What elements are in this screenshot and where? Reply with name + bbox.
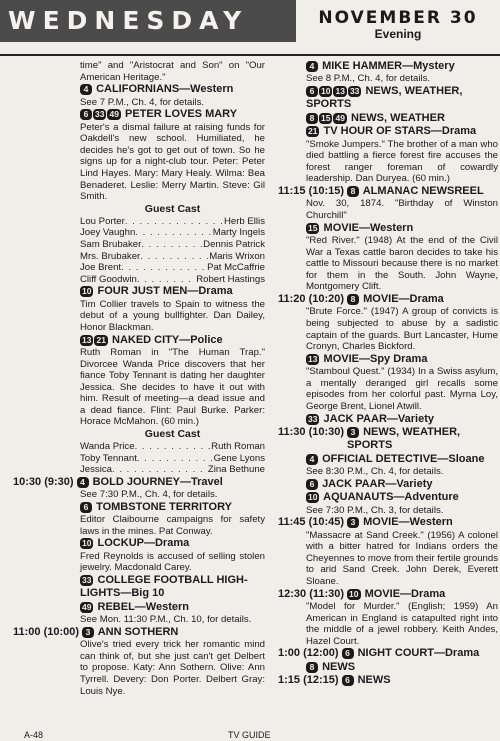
program-name: MIKE HAMMER—Mystery bbox=[322, 60, 455, 72]
leader-dots bbox=[141, 239, 203, 251]
channel-badge: 13 bbox=[308, 353, 318, 364]
character-name: Lou Porter bbox=[80, 215, 125, 227]
program-row bbox=[13, 108, 265, 121]
channel-badge: 10 bbox=[349, 588, 359, 599]
program-name: JACK PAAR—Variety bbox=[323, 412, 434, 425]
leader-dots bbox=[125, 216, 224, 228]
actor-name: Marty Ingels bbox=[212, 227, 265, 239]
time-slot: 1:15 (12:15) bbox=[278, 674, 339, 687]
program-name: MOVIE—Drama bbox=[363, 292, 444, 305]
channel-badge: 21 bbox=[96, 334, 106, 345]
channel-badge: 33 bbox=[95, 109, 105, 120]
leader-dots bbox=[137, 453, 214, 465]
channel-badge: 6 bbox=[306, 479, 318, 490]
program-title bbox=[306, 112, 498, 125]
channel-badge: 33 bbox=[82, 575, 92, 586]
program-name: BOLD JOURNEY—Travel bbox=[92, 475, 223, 488]
program-name: NAKED CITY—Police bbox=[112, 333, 223, 346]
program-name: PETER LOVES MARY bbox=[125, 108, 238, 121]
time-slot-row bbox=[278, 647, 498, 660]
actor-name: Robert Hastings bbox=[196, 273, 265, 285]
program-description: Ruth Roman in "The Human Trap." Divorcee Wanda Price discovers that her fiance Toby Tennant is dating her daughter Jessica. She decides to have it out with him. Result of meeting—a dead issue and a dead fiance. Flint: Paul Burke. Parker: Horace McMahon. (60 min.) bbox=[80, 346, 265, 428]
guest-cast-heading: Guest Cast bbox=[144, 202, 201, 215]
channel-badge: 6 bbox=[80, 502, 92, 513]
program-description: time" and "Aristocrat and Son" on "Our American Heritage." bbox=[80, 60, 265, 83]
character-name: Mrs. Brubaker bbox=[80, 250, 141, 262]
time-slot-row bbox=[13, 476, 265, 489]
program-row bbox=[278, 661, 498, 674]
character-name: Cliff Goodwin bbox=[80, 273, 137, 285]
time-slot: 11:00 (10:00) bbox=[13, 625, 80, 638]
program-name: NEWS bbox=[322, 660, 356, 673]
program-row bbox=[13, 501, 265, 514]
program-description: "Massacre at Sand Creek." (1956) A colonel with a bitter hatred for Indians orders the Cheyennes to move from their fertile grounds to arid Sand Creek. John Derek, Everett Sloane. bbox=[306, 529, 498, 587]
program-row bbox=[278, 222, 498, 235]
leader-dots bbox=[140, 251, 209, 263]
program-title bbox=[342, 647, 480, 660]
program-description: Tim Collier travels to Spain to witness the debut of a young bullfighter. Dan Dailey, Honor Blackman. bbox=[80, 298, 265, 333]
program-name: NIGHT COURT—Drama bbox=[357, 647, 480, 660]
time-slot: 11:45 (10:45) bbox=[278, 516, 345, 529]
program-row bbox=[278, 491, 498, 504]
program-title bbox=[347, 426, 498, 453]
time-slot: 11:30 (10:30) bbox=[278, 425, 345, 438]
program-description: See 7:30 P.M., Ch. 4, for details. bbox=[80, 489, 218, 501]
leader-dots bbox=[112, 464, 208, 476]
channel-badge: 8 bbox=[347, 186, 359, 197]
program-title bbox=[306, 413, 498, 426]
program-name: MOVIE—Western bbox=[363, 516, 453, 529]
time-slot: 11:20 (10:20) bbox=[278, 292, 345, 305]
time-slot-row bbox=[278, 588, 498, 601]
character-name: Toby Tennant bbox=[80, 452, 137, 464]
time-slot-row bbox=[13, 626, 265, 639]
program-name: MOVIE—Western bbox=[323, 221, 414, 234]
program-title bbox=[306, 353, 498, 366]
program-name: ANN SOTHERN bbox=[97, 625, 179, 638]
actor-name: Dennis Patrick bbox=[203, 238, 265, 250]
program-description: Fred Reynolds is accused of selling stolen jewelry. Macdonald Carey. bbox=[80, 550, 265, 574]
time-slot: 10:30 (9:30) bbox=[13, 475, 74, 488]
channel-badge: 8 bbox=[306, 662, 318, 673]
channel-badge: 10 bbox=[321, 86, 331, 96]
time-slot-row bbox=[278, 674, 498, 687]
cast-row bbox=[13, 216, 265, 228]
actor-name: Pat McCaffrie bbox=[207, 262, 265, 274]
program-name: NEWS, WEATHER bbox=[351, 111, 445, 124]
program-row bbox=[278, 125, 498, 138]
program-title bbox=[306, 60, 498, 73]
actor-name: Ruth Roman bbox=[211, 441, 265, 453]
program-name: AQUANAUTS—Adventure bbox=[323, 491, 459, 504]
right-column bbox=[278, 60, 498, 688]
time-slot-row bbox=[278, 185, 498, 198]
time-slot: 12:30 (11:30) bbox=[278, 587, 345, 600]
program-title bbox=[306, 478, 498, 491]
character-name: Sam Brubaker bbox=[80, 238, 142, 250]
program-name: TV HOUR OF STARS—Drama bbox=[323, 125, 477, 138]
leader-dots bbox=[137, 274, 196, 286]
program-name: NEWS, WEATHER, SPORTS bbox=[306, 85, 463, 111]
program-title bbox=[306, 491, 498, 504]
channel-badge: 6 bbox=[80, 109, 92, 120]
leader-dots bbox=[121, 262, 207, 274]
program-description: "Smoke Jumpers." The brother of a man who died battling a fierce forest fire accuses the forest ranger foreman of cowardly leadership. Dan Duryea. (60 min.) bbox=[306, 138, 498, 185]
program-row bbox=[278, 453, 498, 466]
left-column bbox=[13, 60, 265, 697]
program-description: "Model for Murder." (English; 1959) An American in England is catapulted right into the middle of a jewel robbery. Keith Andes, Hazel Court. bbox=[306, 600, 498, 647]
program-name: CALIFORNIANS—Western bbox=[96, 83, 234, 96]
program-title bbox=[347, 516, 453, 529]
character-name: Joey Vaughn bbox=[80, 227, 136, 239]
program-title bbox=[306, 661, 498, 674]
program-row bbox=[278, 478, 498, 491]
channel-badge: 21 bbox=[308, 126, 318, 137]
program-name: FOUR JUST MEN—Drama bbox=[97, 285, 233, 298]
program-name: NEWS, WEATHER, SPORTS bbox=[347, 425, 461, 452]
program-title bbox=[80, 108, 265, 121]
program-row bbox=[278, 112, 498, 125]
program-title bbox=[306, 453, 498, 466]
program-name: JACK PAAR—Variety bbox=[322, 477, 433, 490]
program-description: See 8 P.M., Ch. 4, for details. bbox=[306, 73, 431, 85]
program-title bbox=[347, 588, 445, 601]
program-description: See 8:30 P.M., Ch. 4, for details. bbox=[306, 466, 444, 478]
channel-badge: 4 bbox=[80, 84, 92, 95]
program-name: LOCKUP—Drama bbox=[97, 537, 190, 550]
program-name: MOVIE—Spy Drama bbox=[323, 352, 428, 365]
cast-row bbox=[13, 453, 265, 465]
guest-cast-heading: Guest Cast bbox=[144, 428, 201, 441]
program-title bbox=[80, 285, 265, 298]
time-of-day: Evening bbox=[374, 27, 422, 41]
program-title bbox=[82, 626, 178, 639]
channel-badge: 10 bbox=[82, 538, 92, 549]
program-row bbox=[13, 537, 265, 550]
page-number: A-48 bbox=[24, 730, 44, 740]
program-row bbox=[278, 353, 498, 366]
program-row bbox=[13, 83, 265, 96]
program-title bbox=[80, 83, 265, 96]
actor-name: Gene Lyons bbox=[213, 452, 265, 464]
program-title bbox=[306, 125, 498, 138]
program-description: "Stamboul Quest." (1934) In a Swiss asylum, a mentally deranged girl recalls some episodes from her colorful past. Myrna Loy, George Brent, Lionel Atwill. bbox=[306, 366, 498, 412]
channel-badge: 4 bbox=[306, 61, 318, 72]
actor-name: Herb Ellis bbox=[223, 215, 265, 227]
program-title bbox=[80, 601, 265, 614]
program-name: REBEL—Western bbox=[97, 600, 190, 613]
program-title bbox=[306, 85, 498, 112]
page-header bbox=[0, 0, 500, 56]
cast-row bbox=[13, 251, 265, 263]
channel-badge: 6 bbox=[342, 648, 354, 659]
actor-name: Maris Wrixon bbox=[209, 250, 265, 262]
program-title bbox=[80, 501, 265, 514]
program-description: "Red River." (1948) At the end of the Civil War a Texas cattle baron decides to take his cattle to Missouri because there is no market for them in the South. John Wayne, Montgomery Clift. bbox=[306, 235, 498, 293]
magazine-name: TV GUIDE bbox=[228, 730, 271, 740]
time-slot-row bbox=[278, 293, 498, 306]
character-name: Jessica bbox=[80, 464, 112, 476]
character-name: Wanda Price bbox=[80, 441, 135, 453]
program-title bbox=[80, 574, 265, 601]
channel-badge: 6 bbox=[306, 86, 318, 97]
program-description: See 7:30 P.M., Ch. 3, for details. bbox=[306, 504, 444, 516]
channel-badge: 3 bbox=[347, 517, 359, 528]
program-name: OFFICIAL DETECTIVE—Sloane bbox=[322, 452, 485, 465]
channel-badge: 6 bbox=[342, 675, 354, 686]
character-name: Joe Brent bbox=[80, 262, 122, 274]
channel-badge: 13 bbox=[82, 334, 92, 345]
cast-row bbox=[13, 464, 265, 476]
channel-badge: 15 bbox=[321, 112, 331, 123]
time-slot-row bbox=[278, 516, 498, 529]
program-description: See Mon. 11:30 P.M., Ch. 10, for details. bbox=[80, 614, 252, 626]
channel-badge: 4 bbox=[77, 477, 89, 488]
program-title bbox=[77, 476, 223, 489]
channel-badge: 3 bbox=[82, 627, 94, 638]
program-row bbox=[13, 574, 265, 601]
program-name: MOVIE—Drama bbox=[364, 587, 446, 600]
day-banner: WEDNESDAY bbox=[0, 0, 296, 42]
channel-badge: 8 bbox=[347, 294, 359, 305]
program-description: See 7 P.M., Ch. 4, for details. bbox=[80, 96, 205, 108]
program-name: NEWS bbox=[357, 674, 391, 687]
cast-row bbox=[13, 227, 265, 239]
program-row bbox=[278, 413, 498, 426]
time-slot: 1:00 (12:00) bbox=[278, 647, 339, 660]
channel-badge: 33 bbox=[308, 413, 318, 424]
program-title bbox=[306, 222, 498, 235]
channel-badge: 15 bbox=[308, 222, 318, 233]
program-row bbox=[278, 60, 498, 73]
program-description: Nov. 30, 1874. "Birthday of Winston Churchill" bbox=[306, 198, 498, 221]
program-name: ALMANAC NEWSREEL bbox=[362, 185, 484, 197]
cast-row bbox=[13, 239, 265, 251]
program-name: COLLEGE FOOTBALL HIGH-LIGHTS—Big 10 bbox=[80, 574, 248, 600]
program-row bbox=[278, 85, 498, 112]
channel-badge: 13 bbox=[335, 86, 345, 96]
program-description: Editor Claibourne campaigns for safety laws in the mines. Pat Conway. bbox=[80, 514, 265, 537]
program-title bbox=[80, 537, 265, 550]
channel-badge: 49 bbox=[109, 109, 119, 120]
time-slot-row bbox=[278, 426, 498, 453]
leader-dots bbox=[135, 227, 212, 239]
cast-row bbox=[13, 262, 265, 274]
program-title bbox=[80, 334, 265, 347]
program-row bbox=[13, 601, 265, 614]
leader-dots bbox=[135, 441, 212, 453]
program-name: TOMBSTONE TERRITORY bbox=[96, 500, 232, 513]
time-slot: 11:15 (10:15) bbox=[278, 185, 345, 197]
program-row bbox=[13, 285, 265, 298]
channel-badge: 4 bbox=[306, 454, 318, 465]
date-heading: NOVEMBER 30 bbox=[318, 8, 478, 28]
program-row bbox=[13, 334, 265, 347]
program-title bbox=[342, 674, 391, 687]
channel-badge: 3 bbox=[347, 427, 359, 438]
cast-row bbox=[13, 274, 265, 286]
channel-badge: 10 bbox=[82, 286, 92, 297]
program-description: Peter's a dismal failure at raising funds for Oakdell's new school. Humiliated, he decides he's got to get out of town. So he signs up for a night-club tour. Peter: Peter Lind Hayes. Mary: Mary Healy. Wilma: Bea Benaderet. Leslie: Merry Martin. Steve: Gil Smith. bbox=[80, 121, 265, 203]
channel-badge: 49 bbox=[335, 112, 345, 123]
program-title bbox=[347, 293, 444, 306]
channel-badge: 8 bbox=[306, 113, 318, 124]
channel-badge: 49 bbox=[82, 601, 92, 612]
channel-badge: 10 bbox=[308, 492, 318, 503]
channel-badge: 33 bbox=[349, 86, 360, 96]
program-description: Olive's tried every trick her romantic mind can think of, but she just can't get Delbert to propose. Katy: Ann Sothern. Olive: Ann Tyrrell. Devery: Don Porter. Delbert Gray: Louis Nye. bbox=[80, 639, 265, 697]
cast-row bbox=[13, 441, 265, 453]
program-description: "Brute Force." (1947) A group of convicts is being subjected to abuse by a sadistic captain of the guards. Burt Lancaster, Hume Cronyn, Charles Bickford. bbox=[306, 306, 498, 353]
program-title bbox=[347, 185, 484, 198]
actor-name: Zina Bethune bbox=[207, 464, 265, 476]
